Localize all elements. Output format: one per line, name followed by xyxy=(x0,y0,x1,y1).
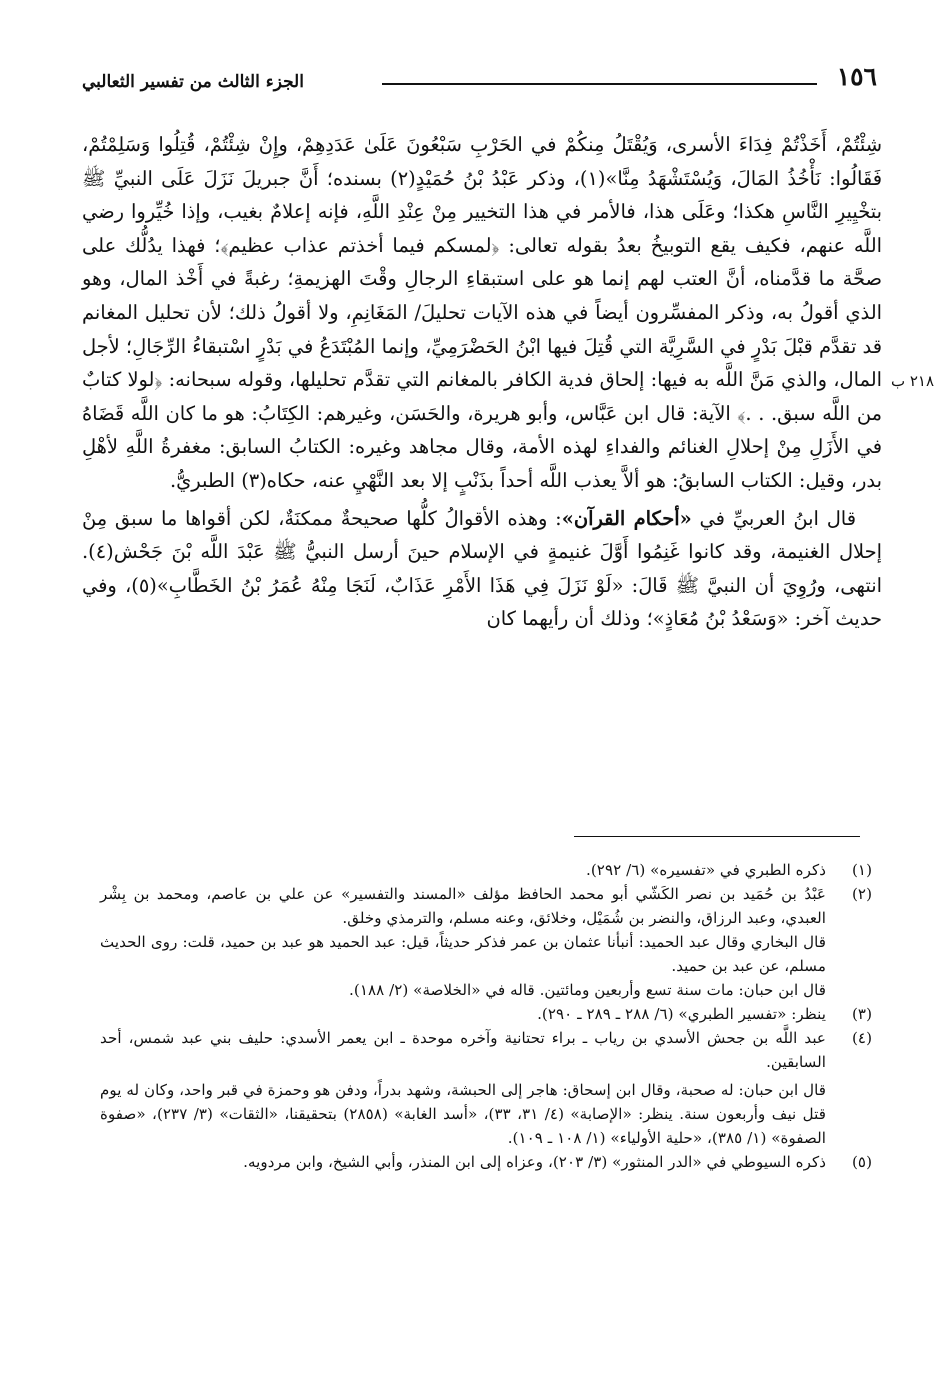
footnotes xyxy=(100,858,872,1174)
footnote-text: عبد اللَّه بن جحش الأسدي بن رياب ـ براء تحتانية وآخره موحدة ـ ابن يعمر الأسدي: حليف بني عبد شمس، أحد السابقين. xyxy=(100,1029,826,1071)
footnote xyxy=(100,858,872,882)
paragraph-rest: : وهذه الأقوالُ كلُّها صحيحةٌ ممكنَةٌ، لكن أقواها ما سبق مِنْ إحلال الغنيمة، وقد كانوا غَنِمُوا أَوَّلَ غنيمةٍ في الإسلام حينَ أرسل النبيُّ ﷺ عَبْدَ اللَّه بْنَ جَحْش(٤). انتهى، ورُوِيَ أن النبيَّ ﷺ قَالَ: «لَوْ نَزَلَ فِي هَذَا الأَمْرِ عَذَابٌ، لَنَجَا مِنْهُ عُمَرُ بْنُ الخَطَّابِ»(٥)، وفي حديث آخر: «وَسَعْدُ بْنُ مُعَاذٍ»؛ وذلك أن رأيهما كان xyxy=(82,506,882,631)
footnote-text: ذكره الطبري في «تفسيره» (٦/ ٢٩٢). xyxy=(586,861,826,879)
page-header xyxy=(82,62,877,102)
footnote-number: (١) xyxy=(851,861,872,879)
paragraph: شِئْتُمْ، أَخَذْتُمْ فِدَاءَ الأسرى، وَيُقْتَلُ مِنكُمْ في الحَرْبِ سَبْعُونَ عَلَىٰ عَدَدِهِمْ، وإِنْ شِئْتُمْ، قُتِلُوا وَسَلِمْتُمْ، فَقَالُوا: نَأْخُذُ المَالَ، وَيُسْتَشْهَدُ مِنَّا»(١)، وذكر عَبْدُ بْنُ حُمَيْدٍ(٢) بسنده؛ أَنَّ جبريلَ نَزَلَ عَلَى النبيِّ ﷺ بتخْيِيرِ النَّاسِ هكذا؛ وعَلَى هذا، فالأمر في هذا التخيير مِنْ عِنْدِ اللَّهِ، فإنه إعلامٌ بغيب، وإذا خُيِّروا رضي اللَّه عنهم، فكيف يقع التوبيخُ بعدُ بقوله تعالى: ﴿لمسكم فيما أخذتم عذاب عظيم﴾؛ فهذا يدُلُّك على صحَّة ما قدَّمناه، أنَّ العتب لهم إنما هو على استبقاءِ الرجالِ وقْتَ الهزيمةِ؛ رغبةً في أَخْذ المال، وهو الذي أقولُ به، وذكر المفسِّرون أيضاً في هذه الآيات تحليلَ/ المَغَانِمِ، ولا أقولُ ذلك؛ لأن تحليل المغانم قد تقدَّم قبْلَ بَدْرٍ في السَّرِيَّة التي قُتِلَ فيها ابْنُ الحَضْرَمِيِّ، وإنما المُبْتَدَعُ في بَدْرٍ اسْتبقاءُ الرِّجَالِ؛ لأجل المال، والذي مَنَّ اللَّه به فيها: إلحاق فدية الكافر بالمغانم التي تقدَّم تحليلها، وقوله سبحانه: ﴿لولا كتابٌ من اللَّه سبق. . .﴾ الآية: قال ابن عَبَّاس، وأبو هريرة، والحَسَن، وغيرهم: الكِتَابُ: هو ما كان اللَّه قَضَاهُ في الأَزَلِ مِنْ إحلالِ الغنائم والفداءِ لهذه الأمة، وقال مجاهد وغيره: الكتابُ السابق: مغفرةُ اللَّهِ لأهْلِ بدر، وقيل: الكتاب السابقُ: هو ألاَّ يعذب اللَّه أحداً بذَنْبٍ إلا بعد النَّهْيِ عنه، حكاه(٣) الطبريُّ. xyxy=(82,133,882,492)
paragraph-lead: قال ابنُ العربيِّ في xyxy=(691,506,856,530)
footnote-text: ينظر: «تفسير الطبري» (٦/ ٢٨٨ ـ ٢٨٩ ـ ٢٩٠). xyxy=(537,1005,826,1023)
footnote xyxy=(100,1002,872,1026)
footnote-continuation: قال ابن حبان: مات سنة تسع وأربعين ومائتين. قاله في «الخلاصة» (٢/ ١٨٨). xyxy=(349,981,826,999)
footnote xyxy=(100,882,872,930)
header-rule xyxy=(382,83,817,85)
manuscript-folio-note: ٢١٨ ب xyxy=(890,372,934,390)
footnote-text: عَبْدُ بن حُمَيد بن نصر الكَشّي أبو محمد الحافظ مؤلف «المسند والتفسير» عن علي بن عاصم، ومحمد بن بِشْر العبدي، وعبد الرزاق، والنضر بن شُمَيْل، وخلائق، وعنه مسلم، والترمذي وخلق. xyxy=(100,885,826,927)
footnote xyxy=(100,1026,872,1074)
book-title: «أحكام القرآن» xyxy=(561,506,692,530)
footnote-continuation: قال البخاري وقال عبد الحميد: أنبأنا عثمان بن عمر فذكر حديثاً، قيل: عبد الحميد هو عبد بن حميد، قلت: روى الحديث مسلم، عن عبد بن حميد. xyxy=(100,933,826,975)
footnote-number: (٥) xyxy=(851,1153,872,1171)
footnote-continuation: قال ابن حبان: له صحبة، وقال ابن إسحاق: هاجر إلى الحبشة، وشهد بدراً، ودفن هو وحمزة في قبر واحد، وكان له يوم قتل نيف وأربعون سنة. ينظر: «الإصابة» (٤/ ٣١، ٣٣)، «أسد الغابة» (٢٨٥٨) بتحقيقنا، «الثقات» (٣/ ٢٣٧)، «صفوة الصفوة» (١/ ٣٨٥)، «حلية الأولياء» (١/ ١٠٨ ـ ١٠٩). xyxy=(100,1081,826,1147)
footnote-number: (٤) xyxy=(851,1029,872,1047)
footnote-number: (٣) xyxy=(851,1005,872,1023)
footnote xyxy=(100,1150,872,1174)
running-title: الجزء الثالث من تفسير الثعالبي xyxy=(82,72,304,92)
page-number: ١٥٦ xyxy=(836,62,877,91)
footnote-number: (٢) xyxy=(851,885,872,903)
footnote-text: ذكره السيوطي في «الدر المنثور» (٣/ ٢٠٣)، وعزاه إلى ابن المنذر، وأبي الشيخ، وابن مردويه. xyxy=(243,1153,826,1171)
paragraph xyxy=(82,502,882,636)
footnote-separator xyxy=(574,836,860,837)
main-text xyxy=(82,128,882,636)
